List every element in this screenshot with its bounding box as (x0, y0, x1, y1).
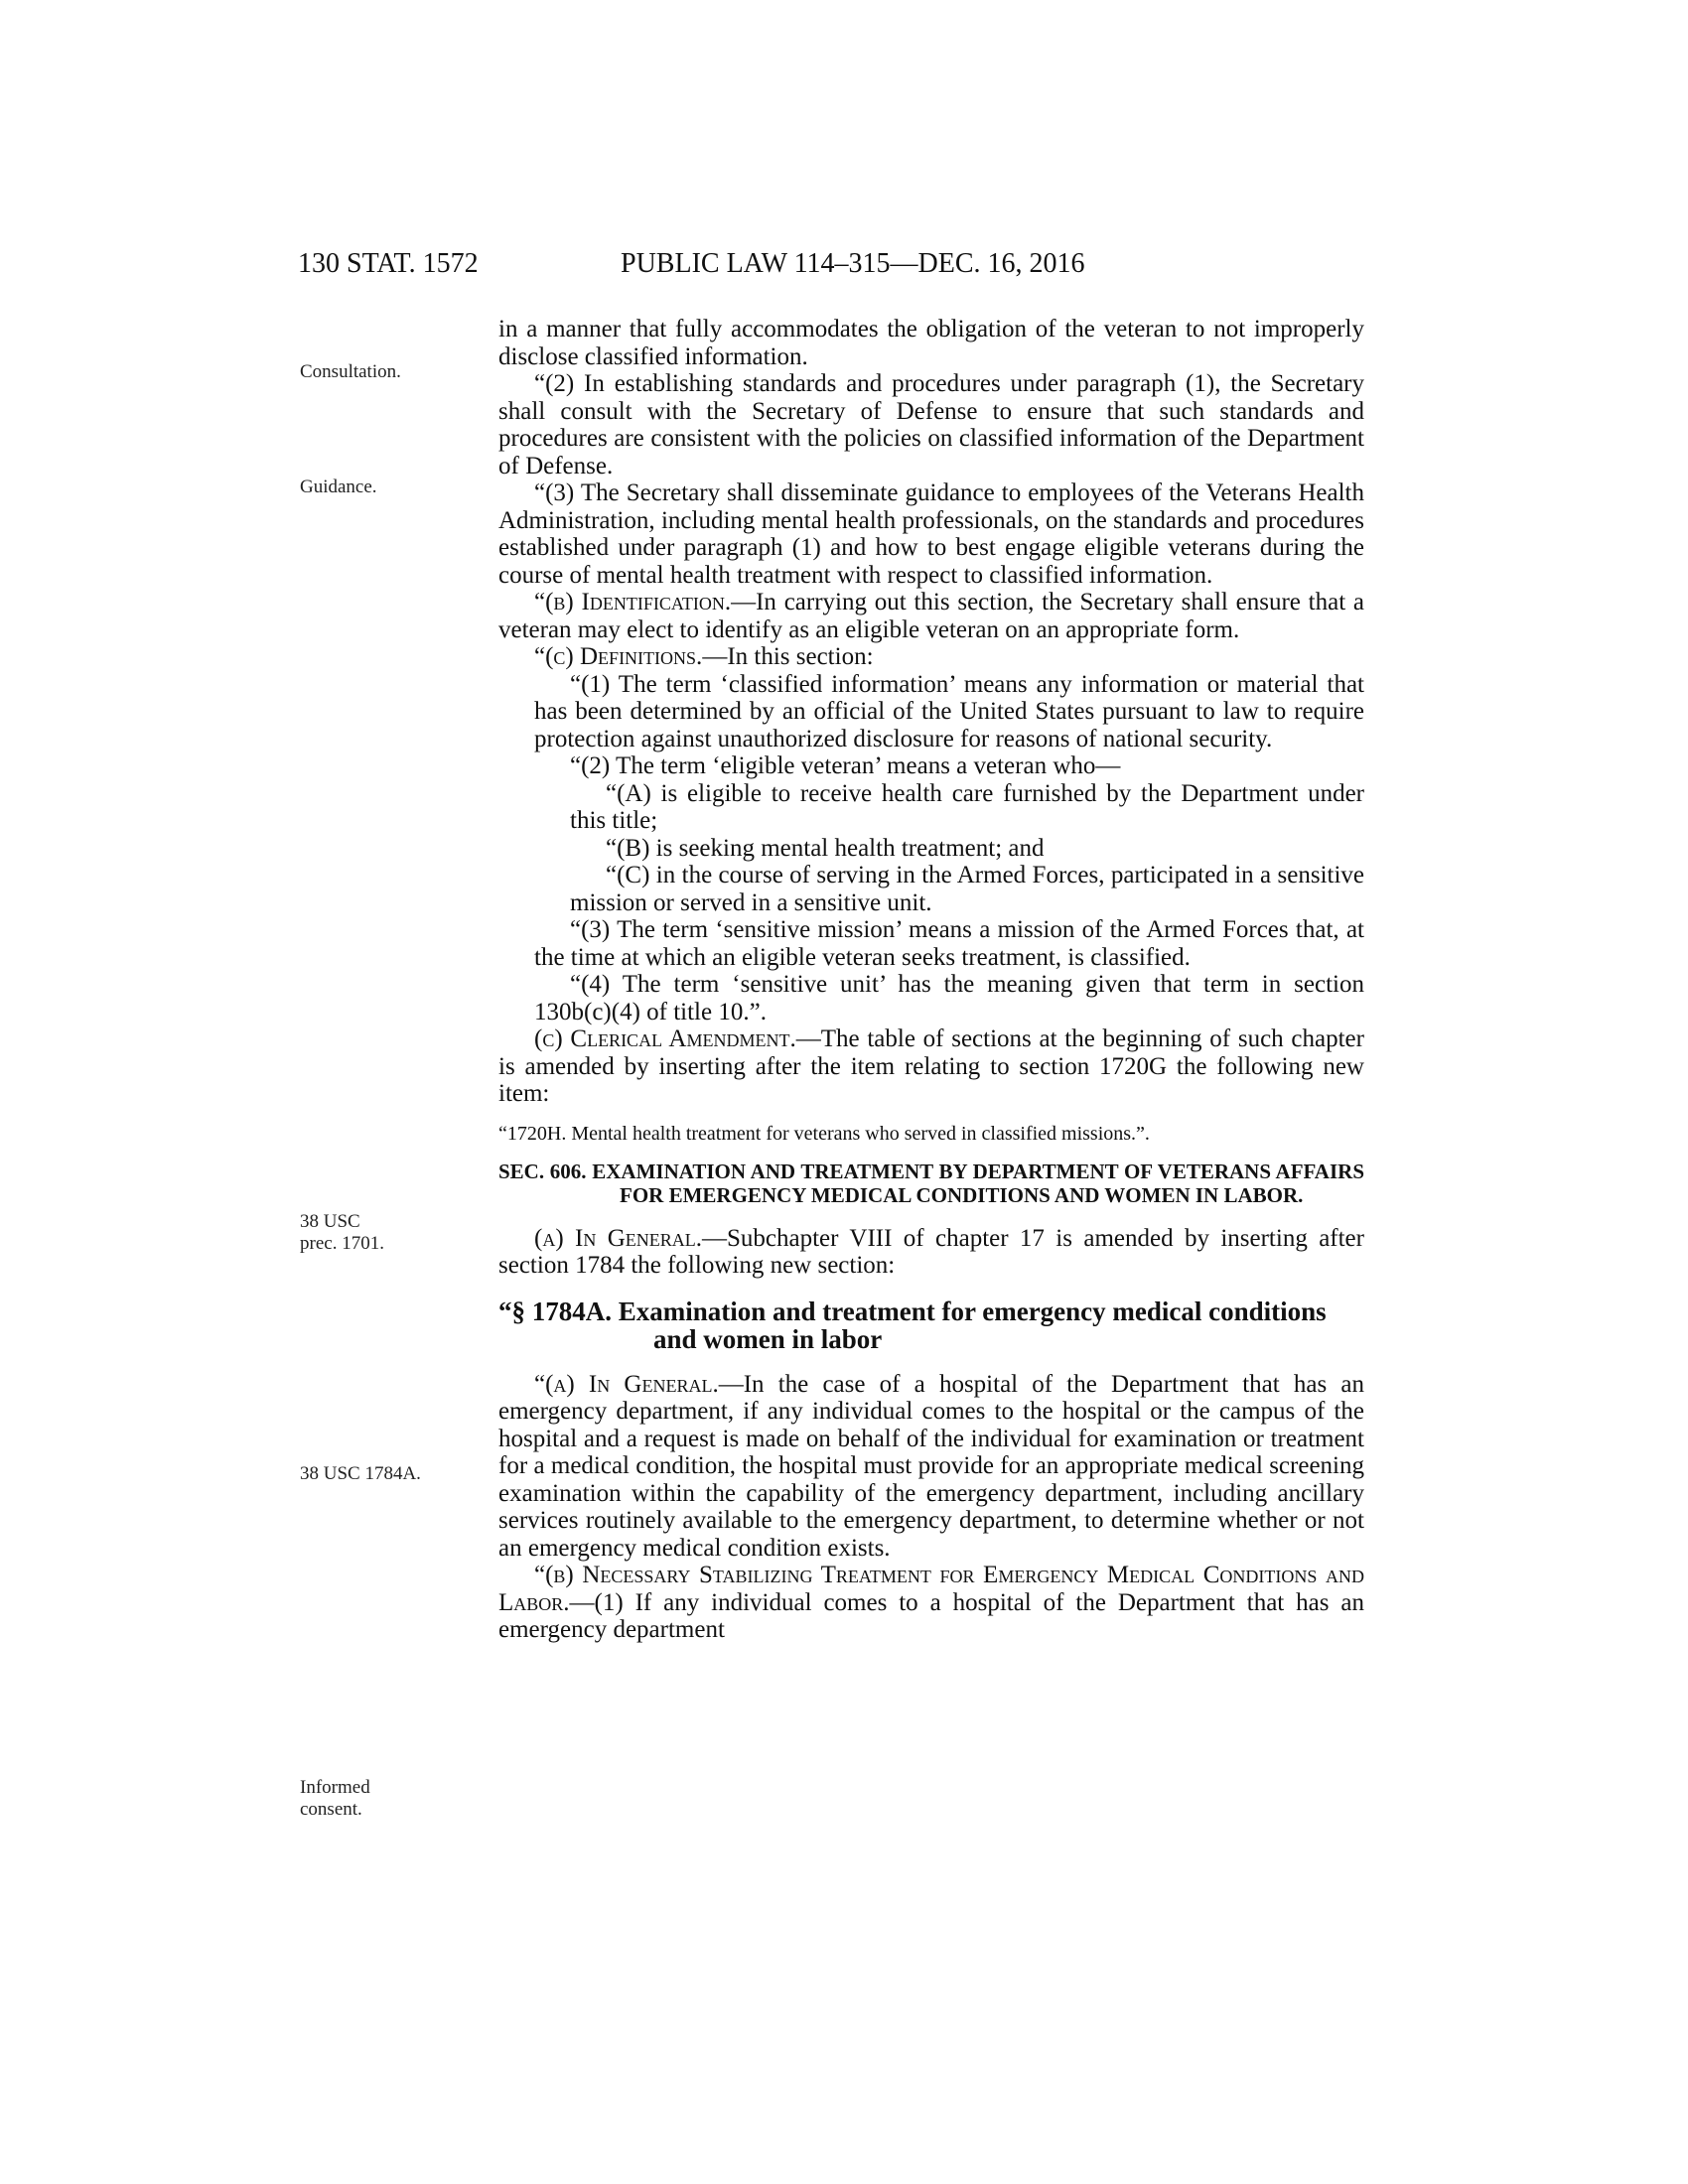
subsection-text: —The table of sections at the beginning of such chapter is amended by inserting after the item relating to section 1720G the following new item: (498, 1025, 1364, 1107)
subsection-text: —In carrying out this section, the Secretary shall ensure that a veteran may elect to identify as an eligible veteran on an appropriate form. (498, 589, 1365, 643)
subsection-heading: “(c) Definitions. (534, 643, 703, 670)
section-606-in-general (498, 1225, 1364, 1280)
definition-4: “(4) The term ‘sensitive unit’ has the meaning given that term in section 130b(c)(4) of title 10.”. (534, 971, 1364, 1025)
subsection-text: —In the case of a hospital of the Department that has an emergency department, if any individual comes to the hospital or the campus of the hospital and a request is made on behalf of the individual for examination or treatment for a medical condition, the hospital must provide for an appropriate medical screening examination within the capability of the emergency department, including ancillary services routinely available to the emergency department, to determine whether or not an emergency medical condition exists. (498, 1370, 1364, 1562)
definition-1: “(1) The term ‘classified information’ means any information or material that has been determined by an official of the United States pursuant to law to require protection against unauthorized disclosure for reasons of national security. (534, 670, 1364, 752)
paragraph-2: “(2) In establishing standards and procedures under paragraph (1), the Secretary shall consult with the Secretary of Defense to ensure that such standards and procedures are consistent with the policies on classified information of the Department of Defense. (498, 370, 1364, 479)
margin-note-consultation: Consultation. (300, 361, 401, 382)
section-1784a-heading: “§ 1784A. Examination and treatment for emergency medical conditions and women in labor (498, 1296, 1327, 1354)
subsection-text: —Subchapter VIII of chapter 17 is amended by inserting after section 1784 the following new section: (498, 1224, 1364, 1279)
margin-note-guidance: Guidance. (300, 477, 377, 497)
margin-note-informed-consent (300, 1777, 459, 1821)
body-text (498, 316, 1364, 1644)
section-1784a-stabilizing-treatment (498, 1562, 1364, 1644)
subsection-c-definitions (498, 643, 1364, 671)
definition-2: “(2) The term ‘eligible veteran’ means a veteran who— (570, 752, 1121, 779)
paragraph-3: “(3) The Secretary shall disseminate guidance to employees of the Veterans Health Administration, including mental health professionals, on the standards and procedures established under paragraph (1) and how to best engage eligible veterans during the course of mental health treatment with respect to classified information. (498, 479, 1364, 589)
subsection-text: —In this section: (702, 643, 874, 670)
section-heading: SEC. 606. EXAMINATION AND TREATMENT BY DEPARTMENT OF VETERANS AFFAIRS FOR EMERGENCY MEDICAL CONDITIONS AND WOMEN IN LABOR. (498, 1159, 1364, 1207)
margin-note-usc-prec-1701 (300, 1211, 459, 1255)
definition-3: “(3) The term ‘sensitive mission’ means a mission of the Armed Forces that, at the time at which an eligible veteran seeks treatment, is classified. (534, 916, 1364, 971)
margin-note-line: prec. 1701. (300, 1233, 384, 1254)
subsection-heading: “(b) Necessary Stabilizing Treatment for Emergency Medical Conditions and Labor. (498, 1562, 1364, 1616)
subsection-heading: “(b) Identification. (534, 589, 732, 615)
definition-2c: “(C) in the course of serving in the Armed Forces, participated in a sensitive mission or served in a sensitive unit. (570, 862, 1364, 916)
page-header (298, 248, 1365, 288)
statute-page-number: 130 STAT. 1572 (298, 248, 479, 279)
subsection-text: —(1) If any individual comes to a hospital of the Department that has an emergency department (498, 1588, 1364, 1643)
definition-2a: “(A) is eligible to receive health care furnished by the Department under this title; (570, 779, 1364, 834)
public-law-line: PUBLIC LAW 114–315—DEC. 16, 2016 (621, 248, 1085, 279)
subsection-heading: “(a) In General. (534, 1370, 719, 1398)
margin-note-line: consent. (300, 1799, 362, 1820)
section-1784a-in-general (498, 1371, 1364, 1563)
subsection-b-identification (498, 589, 1364, 643)
margin-note-line: 38 USC (300, 1211, 360, 1232)
definition-2b: “(B) is seeking mental health treatment; and (606, 834, 1045, 862)
table-of-sections-item: “1720H. Mental health treatment for veterans who served in classified missions.”. (498, 1122, 1150, 1145)
margin-note-usc-1784a: 38 USC 1784A. (300, 1463, 421, 1484)
subsection-heading: (a) In General. (534, 1224, 703, 1252)
clerical-amendment (498, 1025, 1364, 1108)
subsection-heading: (c) Clerical Amendment. (534, 1025, 796, 1052)
margin-note-line: Informed (300, 1777, 370, 1798)
paragraph-continuation: in a manner that fully accommodates the obligation of the veteran to not improperly disclose classified information. (498, 316, 1364, 370)
